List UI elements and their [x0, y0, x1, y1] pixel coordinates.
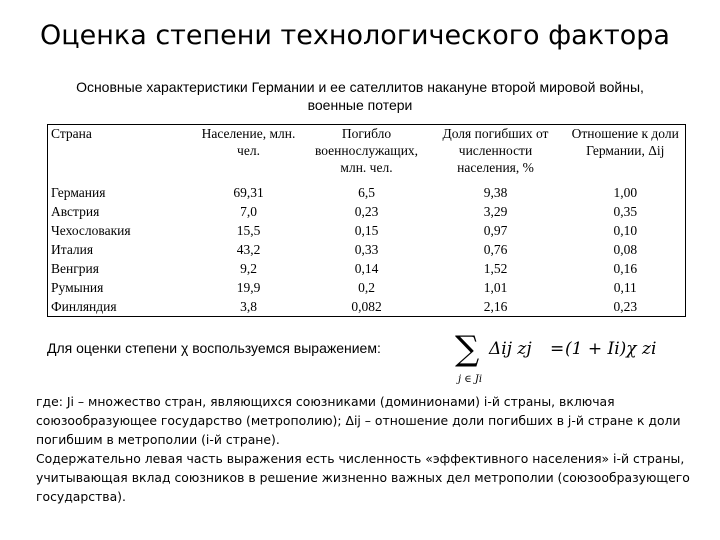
cell-share: 3,29: [483, 204, 508, 219]
cell-killed: 0,082: [351, 299, 382, 314]
cell-ratio: 0,11: [613, 280, 637, 295]
cell-ratio: 0,35: [613, 204, 638, 219]
formula-under: j ∈ Ji: [458, 374, 483, 385]
cell-killed: 0,23: [354, 204, 379, 219]
table-row: [48, 297, 686, 317]
cell-share: 1,52: [483, 261, 508, 276]
cell-ratio: 0,23: [613, 299, 638, 314]
cell-killed: 0,33: [354, 242, 379, 257]
cell-population: 69,31: [233, 185, 264, 200]
formula-rhs: (1 + Ii)χ zi: [565, 339, 657, 359]
cell-country: Румыния: [51, 280, 104, 295]
table-header-row: [48, 125, 686, 184]
formula-sigma: ∑: [455, 329, 480, 369]
losses-table: [47, 124, 686, 317]
cell-population: 15,5: [236, 223, 261, 238]
cell-population: 9,2: [240, 261, 257, 276]
definition-paragraph: где: Ji – множество стран, являющихся союзниками (доминионами) i-й страны, включая союзообразующее государство (метрополию); Δij – отношение доли погибших в j-й стране к доли погибшим в метрополии (i-й стране).: [36, 394, 681, 447]
cell-country: Финляндия: [51, 299, 117, 314]
table-row: [48, 240, 686, 259]
cell-share: 2,16: [483, 299, 508, 314]
cell-ratio: 1,00: [613, 185, 638, 200]
cell-population: 43,2: [236, 242, 261, 257]
cell-country: Австрия: [51, 204, 100, 219]
cell-country: Чехословакия: [51, 223, 131, 238]
cell-population: 19,9: [236, 280, 261, 295]
formula: [455, 320, 665, 390]
caption-line-2: военные потери: [307, 97, 413, 113]
cell-share: 0,76: [483, 242, 508, 257]
cell-ratio: 0,16: [613, 261, 638, 276]
header-share: Доля погибших от численности населения, %: [442, 126, 549, 175]
cell-population: 7,0: [240, 204, 257, 219]
cell-ratio: 0,10: [613, 223, 638, 238]
cell-killed: 0,14: [354, 261, 379, 276]
table-row: [48, 221, 686, 240]
header-killed: Погибло военнослужащих, млн. чел.: [314, 126, 419, 175]
cell-share: 1,01: [483, 280, 508, 295]
table-row: [48, 278, 686, 297]
cell-country: Италия: [51, 242, 94, 257]
table-row: [48, 259, 686, 278]
interpretation-paragraph: Содержательно левая часть выражения есть численность «эффективного населения» i-й страны, учитывающая вклад союзников в решение жизненно важных дел метрополии (союзообразующего государства).: [36, 451, 690, 504]
cell-killed: 0,15: [354, 223, 379, 238]
cell-country: Венгрия: [51, 261, 99, 276]
formula-equals: =: [550, 339, 565, 359]
header-population: Население, млн. чел.: [201, 126, 296, 158]
formula-intro: Для оценки степени χ воспользуемся выражением:: [47, 340, 381, 356]
caption-line-1: Основные характеристики Германии и ее сателлитов накануне второй мировой войны,: [76, 79, 644, 95]
cell-country: Германия: [51, 185, 106, 200]
header-country: Страна: [51, 126, 92, 141]
cell-share: 9,38: [483, 185, 508, 200]
formula-term: Δij zj: [489, 339, 532, 359]
slide-title: Оценка степени технологического фактора: [40, 20, 670, 51]
table-caption: [20, 78, 700, 114]
cell-ratio: 0,08: [613, 242, 638, 257]
header-ratio: Отношение к доли Германии, Δij: [571, 126, 679, 158]
explanation: [36, 392, 696, 506]
cell-killed: 6,5: [358, 185, 375, 200]
table-row: [48, 202, 686, 221]
cell-share: 0,97: [483, 223, 508, 238]
cell-population: 3,8: [240, 299, 257, 314]
cell-killed: 0,2: [358, 280, 375, 295]
table-row: [48, 183, 686, 202]
